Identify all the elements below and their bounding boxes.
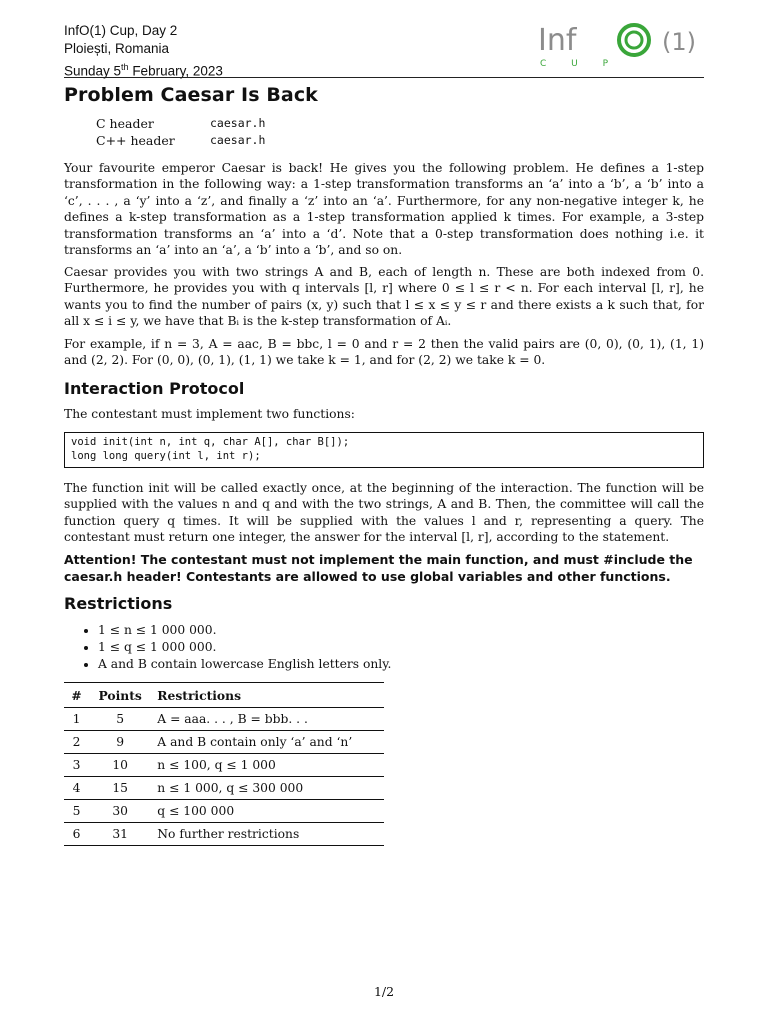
header-file-row	[96, 115, 265, 132]
cell-id: 2	[64, 731, 89, 754]
col-header-number: #	[64, 683, 89, 708]
header-label: C++ header	[96, 133, 175, 148]
table-row	[64, 731, 384, 754]
table-row	[64, 777, 384, 800]
interaction-paragraph: The function init will be called exactly once, at the beginning of the interaction. The function will be supplied with the values n and q and with the two strings, A and B. Then, the committee will call the function query q times. It will be supplied with the values l and r, representing a query. The contestant must return one integer, the answer for the interval [l, r], according to the statement.	[64, 481, 704, 545]
cell-id: 4	[64, 777, 89, 800]
cell-id: 1	[64, 708, 89, 731]
header-filename: caesar.h	[210, 116, 266, 130]
header-files	[96, 115, 265, 149]
contest-location: Ploiești, Romania	[64, 41, 170, 56]
section-heading-interaction: Interaction Protocol	[64, 379, 245, 398]
interaction-lead: The contestant must implement two functions:	[64, 407, 355, 421]
code-line-init: void init(int n, int q, char A[], char B[]);	[71, 436, 350, 448]
subtasks-table	[64, 682, 384, 846]
col-header-points: Points	[89, 683, 151, 708]
col-header-restrictions: Restrictions	[151, 683, 384, 708]
header-rule	[64, 77, 704, 78]
header-label: C header	[96, 116, 154, 131]
problem-title: Problem Caesar Is Back	[64, 84, 318, 106]
logo-cup-text: C U P	[540, 59, 620, 69]
cell-points: 15	[89, 777, 151, 800]
page-number: 1/2	[373, 984, 395, 999]
table-row	[64, 823, 384, 846]
logo-inf-text: Inf	[538, 23, 577, 58]
cell-points: 10	[89, 754, 151, 777]
restriction-bullet: • 1 ≤ q ≤ 1 000 000.	[98, 639, 391, 656]
logo-ring-outer	[619, 25, 649, 55]
cell-restriction: n ≤ 1 000, q ≤ 300 000	[151, 777, 384, 800]
restriction-bullet: • A and B contain lowercase English letters only.	[98, 656, 391, 673]
code-line-query: long long query(int l, int r);	[71, 450, 261, 462]
table-row	[64, 800, 384, 823]
cell-restriction: A and B contain only ‘a’ and ‘n’	[151, 731, 384, 754]
table-row	[64, 754, 384, 777]
cell-id: 6	[64, 823, 89, 846]
logo-ring-inner	[626, 32, 642, 48]
restriction-bullet: • 1 ≤ n ≤ 1 000 000.	[98, 622, 391, 639]
cell-points: 9	[89, 731, 151, 754]
logo-one-text: (1)	[662, 28, 696, 56]
header-file-row	[96, 132, 265, 149]
cell-id: 5	[64, 800, 89, 823]
table-header-row	[64, 683, 384, 708]
contest-name: InfO(1) Cup, Day 2	[64, 23, 178, 38]
attention-note: Attention! The contestant must not implement the main function, and must #include the caesar.h header! Contestants are allowed to use global variables and other functions.	[64, 552, 693, 584]
intro-paragraph-1: Your favourite emperor Caesar is back! He gives you the following problem. He defines a 1-step transformation in the following way: a 1-step transformation transforms an ‘a’ into a ‘b’, a ‘b’ into a ‘c’, . . . , a ‘y’ into a ‘z’, and finally a ‘z’ into an ‘a’. Furthermore, for any non-negative integer k, he defines a k-step transformation as a 1-step transformation applied k times. For example, a 3-step transformation transforms an ‘a’ into a ‘d’. Note that a 0-step transformation does nothing i.e. it transforms an ‘a’ into an ‘a’, a ‘b’ into a ‘b’, and so on.	[64, 161, 704, 258]
cell-restriction: A = aaa. . . , B = bbb. . .	[151, 708, 384, 731]
intro-paragraph-2: Caesar provides you with two strings A and B, each of length n. These are both indexed from 0. Furthermore, he provides you with q intervals [l, r] where 0 ≤ l ≤ r < n. For each interval [l, r], he wants you to find the number of pairs (x, y) such that l ≤ x ≤ y ≤ r and there exists a k such that, for all x ≤ i ≤ y, we have that Bᵢ is the k-step transformation of Aᵢ.	[64, 265, 704, 329]
restrictions-list	[84, 622, 391, 673]
intro-paragraph-3: For example, if n = 3, A = aac, B = bbc, l = 0 and r = 2 then the valid pairs are (0, 0), (0, 1), (1, 1) and (2, 2). For (0, 0), (0, 1), (1, 1) we take k = 1, and for (2, 2) we take k = 0.	[64, 337, 704, 368]
contest-header	[64, 22, 223, 81]
cell-restriction: No further restrictions	[151, 823, 384, 846]
table-row	[64, 708, 384, 731]
cell-points: 31	[89, 823, 151, 846]
code-box	[64, 432, 704, 468]
cell-restriction: q ≤ 100 000	[151, 800, 384, 823]
section-heading-restrictions: Restrictions	[64, 594, 173, 613]
header-filename: caesar.h	[210, 133, 266, 147]
cell-restriction: n ≤ 100, q ≤ 1 000	[151, 754, 384, 777]
cell-points: 5	[89, 708, 151, 731]
cell-id: 3	[64, 754, 89, 777]
contest-date: Sunday 5th February, 2023	[64, 62, 223, 79]
cell-points: 30	[89, 800, 151, 823]
info1-cup-logo	[538, 18, 700, 70]
